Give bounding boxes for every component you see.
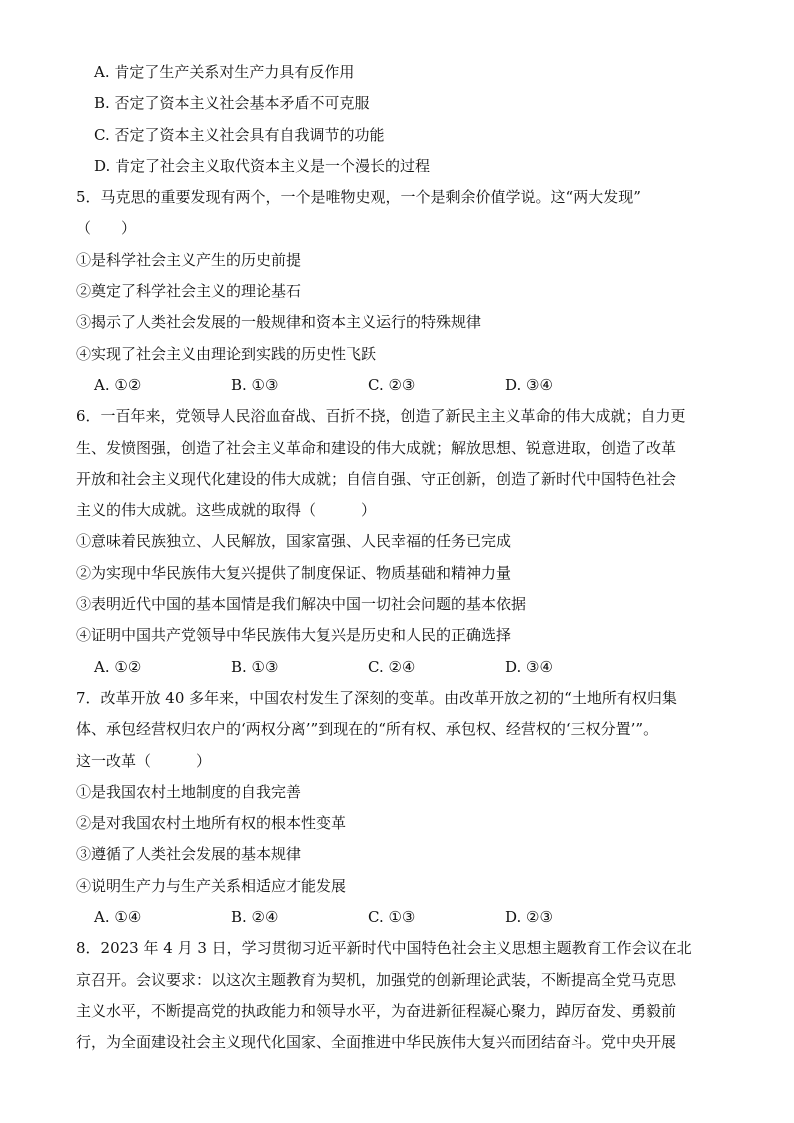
statement-3: ③表明近代中国的基本国情是我们解决中国一切社会问题的基本依据: [76, 595, 527, 614]
question-stem-line: 行，为全面建设社会主义现代化国家、全面推进中华民族伟大复兴而团结奋斗。党中央开展: [76, 1033, 677, 1052]
statement-3: ③遵循了人类社会发展的基本规律: [76, 845, 302, 864]
choice-d: D. ③④: [505, 375, 553, 394]
statement-4: ④实现了社会主义由理论到实践的历史性飞跃: [76, 344, 377, 363]
choice-a: A. ①④: [94, 908, 142, 927]
choice-c: C. ②④: [368, 657, 416, 676]
question-stem-line: 5．马克思的重要发现有两个，一个是唯物史观，一个是剩余价值学说。这“两大发现”: [76, 188, 641, 207]
question-stem-line: 生、发愤图强，创造了社会主义革命和建设的伟大成就；解放思想、锐意进取，创造了改革: [76, 438, 677, 457]
question-stem-line: 8．2023 年 4 月 3 日，学习贯彻习近平新时代中国特色社会主义思想主题教育工作会议在北: [76, 939, 692, 958]
choice-row: [76, 370, 726, 401]
choice-d: D. ②③: [505, 908, 553, 927]
question-stem-line: 体、承包经营权归农户的‘两权分离’”到现在的“所有权、承包权、经营权的‘三权分置’”。: [76, 720, 659, 739]
statement-4: ④说明生产力与生产关系相适应才能发展: [76, 876, 347, 895]
question-4-options: [76, 57, 726, 182]
statement-4: ④证明中国共产党领导中华民族伟大复兴是历史和人民的正确选择: [76, 626, 512, 645]
statement-2: ②奠定了科学社会主义的理论基石: [76, 282, 302, 301]
question-stem-line: 开放和社会主义现代化建设的伟大成就；自信自强、守正创新，创造了新时代中国特色社会: [76, 469, 677, 488]
question-stem-line: 6．一百年来，党领导人民浴血奋战、百折不挠，创造了新民主主义革命的伟大成就；自力更: [76, 407, 686, 426]
choice-c: C. ②③: [368, 375, 416, 394]
statement-2: ②为实现中华民族伟大复兴提供了制度保证、物质基础和精神力量: [76, 563, 512, 582]
choice-row: [76, 652, 726, 683]
question-5: [76, 182, 726, 401]
choice-b: B. ②④: [231, 908, 279, 927]
statement-1: ①是我国农村土地制度的自我完善: [76, 782, 302, 801]
question-8: [76, 933, 726, 1058]
choice-a: A. ①②: [94, 375, 142, 394]
question-7: [76, 683, 726, 933]
choice-b: B. ①③: [231, 375, 279, 394]
question-stem-line: 主义的伟大成就。这些成就的取得（ ）: [76, 501, 377, 520]
question-stem-line: 这一改革（ ）: [76, 751, 212, 770]
question-stem-line: 主义水平，不断提高党的执政能力和领导水平，为奋进新征程凝心聚力，踔厉奋发、勇毅前: [76, 1001, 677, 1020]
question-stem-line: 京召开。会议要求：以这次主题教育为契机，加强党的创新理论武装，不断提高全党马克思: [76, 970, 677, 989]
statement-1: ①意味着民族独立、人民解放，国家富强、人民幸福的任务已完成: [76, 532, 512, 551]
choice-d: D. ③④: [505, 657, 553, 676]
choice-row: [76, 902, 726, 933]
choice-c: C. ①③: [368, 908, 416, 927]
option-c: C. 否定了资本主义社会具有自我调节的功能: [94, 125, 385, 144]
option-b: B. 否定了资本主义社会基本矛盾不可克服: [94, 94, 370, 113]
statement-3: ③揭示了人类社会发展的一般规律和资本主义运行的特殊规律: [76, 313, 482, 332]
option-a: A. 肯定了生产关系对生产力具有反作用: [94, 63, 355, 81]
question-stem-line: 7．改革开放 40 多年来，中国农村发生了深刻的变革。由改革开放之初的“土地所有权归集: [76, 688, 677, 707]
page-content: [76, 57, 726, 1059]
choice-b: B. ①③: [231, 657, 279, 676]
question-6: [76, 401, 726, 683]
answer-bracket: （ ）: [76, 219, 137, 238]
statement-2: ②是对我国农村土地所有权的根本性变革: [76, 814, 347, 833]
choice-a: A. ①②: [94, 657, 142, 676]
option-d: D. 肯定了社会主义取代资本主义是一个漫长的过程: [94, 156, 431, 175]
statement-1: ①是科学社会主义产生的历史前提: [76, 250, 302, 269]
